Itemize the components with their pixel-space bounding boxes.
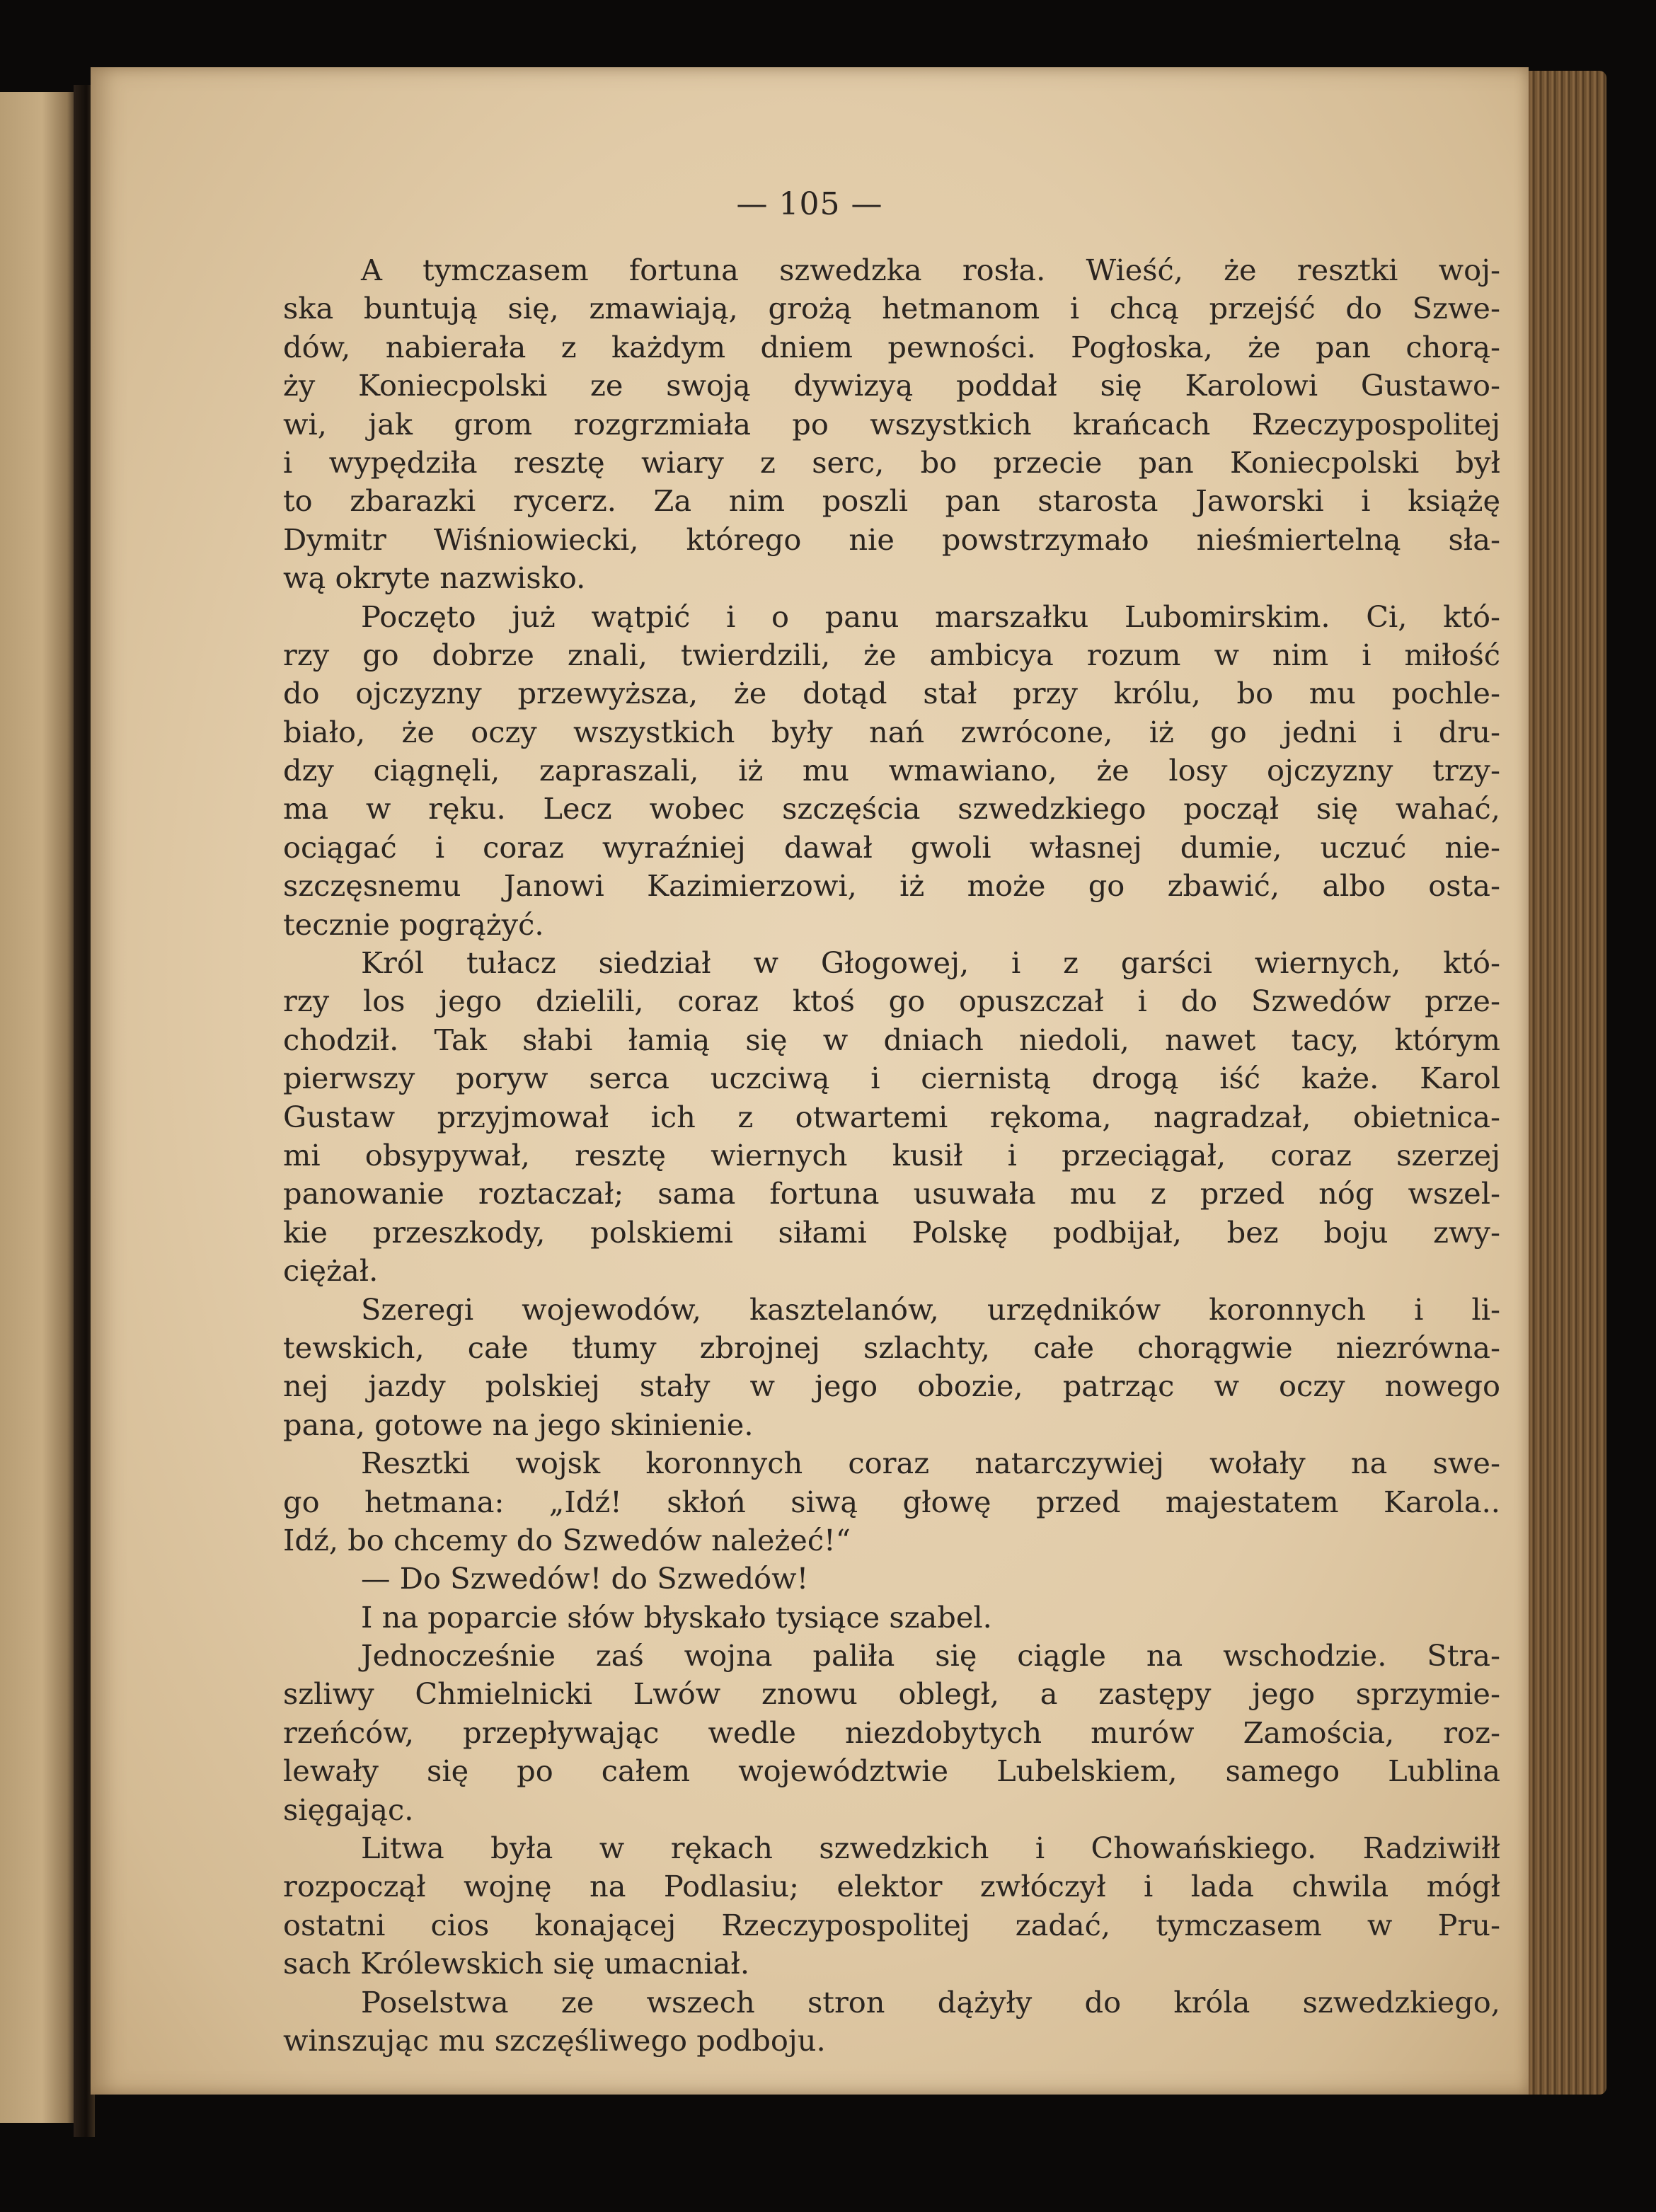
text-line: i wypędziła resztę wiary z serc, bo przecie pan Koniecpolski był [283, 444, 1500, 480]
page-edges [1522, 71, 1606, 2095]
text-line: mi obsypywał, resztę wiernych kusił i przeciągał, coraz szerzej [283, 1137, 1500, 1173]
text-line: go hetmana: „Idź! skłoń siwą głowę przed majestatem Karola.. [283, 1484, 1500, 1519]
text-line: winszując mu szczęśliwego podboju. [283, 2022, 826, 2058]
text-line: A tymczasem fortuna szwedzka rosła. Wieść, że resztki woj- [361, 253, 1500, 287]
text-line: Resztki wojsk koronnych coraz natarczywiej wołały na swe- [361, 1446, 1500, 1481]
text-line: Król tułacz siedział w Głogowej, i z garści wiernych, któ- [361, 945, 1500, 981]
text-line: sięgając. [283, 1792, 414, 1827]
text-line: tewskich, całe tłumy zbrojnej szlachty, całe chorągwie niezrówna- [283, 1330, 1500, 1365]
text-line: Litwa była w rękach szwedzkich i Chowańskiego. Radziwiłł [361, 1831, 1500, 1866]
text-line: nej jazdy polskiej stały w jego obozie, patrząc w oczy nowego [283, 1369, 1500, 1404]
text-line: Dymitr Wiśniowiecki, którego nie powstrzymało nieśmiertelną sła- [283, 522, 1500, 557]
text-line: biało, że oczy wszystkich były nań zwrócone, iż go jedni i dru- [283, 714, 1500, 749]
text-line: ciężał. [283, 1253, 379, 1289]
text-line: ociągać i coraz wyraźniej dawał gwoli własnej dumie, uczuć nie- [283, 829, 1500, 865]
text-line: kie przeszkody, polskiemi siłami Polskę podbijał, bez boju zwy- [283, 1214, 1500, 1250]
text-line: panowanie roztaczał; sama fortuna usuwała mu z przed nóg wszel- [283, 1176, 1500, 1211]
text-line: Gustaw przyjmował ich z otwartemi rękoma, nagradzał, obietnica- [283, 1099, 1500, 1134]
page-number: — 105 — [736, 186, 883, 222]
text-line: ostatni cios konającej Rzeczypospolitej zadać, tymczasem w Pru- [283, 1907, 1500, 1942]
text-line: pierwszy poryw serca uczciwą i ciernistą drogą iść każe. Karol [283, 1061, 1500, 1096]
text-line: ma w ręku. Lecz wobec szczęścia szwedzkiego począł się wahać, [283, 791, 1500, 826]
book-page [91, 67, 1529, 2095]
text-line: — Do Szwedów! do Szwedów! [361, 1561, 809, 1596]
text-line: I na poparcie słów błyskało tysiące szabel. [361, 1599, 992, 1635]
text-line: pana, gotowe na jego skinienie. [283, 1407, 754, 1442]
text-line: wi, jak grom rozgrzmiała po wszystkich krańcach Rzeczypospolitej [283, 406, 1500, 442]
text-line: rzy los jego dzielili, coraz ktoś go opuszczał i do Szwedów prze- [283, 984, 1500, 1019]
text-line: Jednocześnie zaś wojna paliła się ciągle na wschodzie. Stra- [361, 1638, 1500, 1674]
text-line: szczęsnemu Janowi Kazimierzowi, iż może go zbawić, albo osta- [283, 868, 1500, 904]
text-line: rzeńców, przepływając wedle niezdobytych murów Zamościa, roz- [283, 1715, 1500, 1750]
text-line: Poczęto już wątpić i o panu marszałku Lubomirskim. Ci, któ- [361, 599, 1500, 634]
text-line: rozpoczął wojnę na Podlasiu; elektor zwłóczył i lada chwila mógł [283, 1869, 1500, 1904]
text-line: to zbarazki rycerz. Za nim poszli pan starosta Jaworski i książę [283, 483, 1500, 519]
text-line: dzy ciągnęli, zapraszali, iż mu wmawiano, że losy ojczyzny trzy- [283, 753, 1500, 788]
text-line: wą okryte nazwisko. [283, 560, 586, 596]
text-line: tecznie pogrążyć. [283, 906, 544, 942]
text-line: Poselstwa ze wszech stron dążyły do króla szwedzkiego, [361, 1984, 1500, 2020]
text-line: lewały się po całem województwie Lubelskiem, samego Lublina [283, 1753, 1500, 1789]
text-line: ska buntują się, zmawiają, grożą hetmanom i chcą przejść do Szwe- [283, 291, 1500, 326]
previous-page-edge [0, 92, 76, 2123]
text-line: rzy go dobrze znali, twierdzili, że ambicya rozum w nim i miłość [283, 637, 1500, 672]
text-line: Szeregi wojewodów, kasztelanów, urzędników koronnych i li- [361, 1291, 1500, 1327]
body-text [283, 251, 1500, 2060]
text-line: dów, nabierała z każdym dniem pewności. Pogłoska, że pan chorą- [283, 329, 1500, 364]
text-line: szliwy Chmielnicki Lwów znowu obległ, a zastępy jego sprzymie- [283, 1676, 1500, 1712]
text-line: do ojczyzny przewyższa, że dotąd stał przy królu, bo mu pochle- [283, 676, 1500, 711]
text-line: Idź, bo chcemy do Szwedów należeć!“ [283, 1522, 851, 1557]
text-line: ży Koniecpolski ze swoją dywizyą poddał się Karolowi Gustawo- [283, 368, 1500, 403]
text-line: chodził. Tak słabi łamią się w dniach niedoli, nawet tacy, którym [283, 1022, 1500, 1057]
text-line: sach Królewskich się umacniał. [283, 1946, 750, 1981]
